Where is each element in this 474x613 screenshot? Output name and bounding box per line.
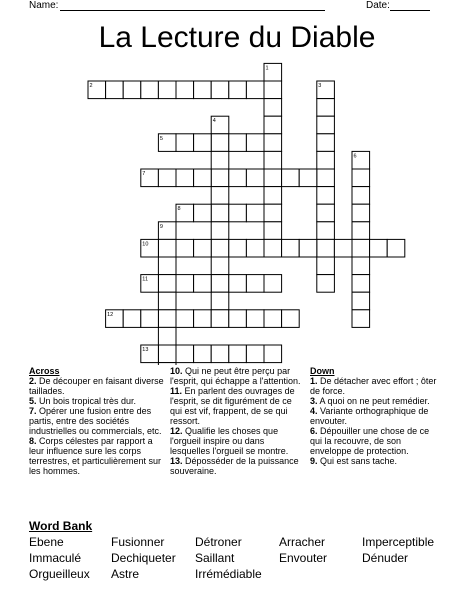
down-clues <box>310 366 443 466</box>
word-bank-item: Dechiqueter <box>111 551 176 565</box>
grid-cell[interactable] <box>176 275 194 293</box>
word-bank-item: Saillant <box>195 551 235 565</box>
word-bank-item: Astre <box>111 567 140 581</box>
grid-cell[interactable] <box>282 169 300 187</box>
word-bank-item: Détroner <box>195 535 242 549</box>
word-bank-item: Irrémédiable <box>195 567 262 581</box>
word-bank-item: Immaculé <box>29 551 82 565</box>
grid-cell[interactable] <box>264 169 282 187</box>
clue <box>29 376 166 396</box>
grid-cell[interactable] <box>317 151 335 169</box>
grid-cell[interactable] <box>211 292 229 310</box>
grid-cell[interactable] <box>352 187 370 205</box>
grid-cell[interactable] <box>264 116 282 134</box>
grid-cell[interactable] <box>229 345 247 363</box>
grid-cell[interactable] <box>246 239 264 257</box>
clue-number: 2. <box>29 376 37 386</box>
grid-cell[interactable] <box>317 275 335 293</box>
clue <box>29 406 166 436</box>
name-label: Name: <box>29 0 59 11</box>
grid-cell[interactable] <box>211 187 229 205</box>
clue-number: 9. <box>310 456 318 466</box>
grid-cell[interactable] <box>194 169 212 187</box>
grid-cell[interactable] <box>158 275 176 293</box>
clue-number: 4. <box>310 406 318 416</box>
grid-cell[interactable] <box>246 134 264 152</box>
clue <box>310 376 443 396</box>
grid-number: 2 <box>89 83 93 89</box>
grid-number: 6 <box>353 153 357 160</box>
grid-cell[interactable] <box>211 257 229 275</box>
clue <box>310 456 443 466</box>
grid-cell[interactable] <box>158 363 176 365</box>
clue-text: Variante orthographique de envouter. <box>310 406 429 426</box>
grid-cell[interactable] <box>317 204 335 222</box>
grid-cell[interactable] <box>317 239 335 257</box>
clue-text: Qui est sans tache. <box>317 456 398 466</box>
grid-cell[interactable] <box>246 204 264 222</box>
date-label: Date: <box>366 0 390 11</box>
grid-number: 10 <box>142 241 149 248</box>
grid-cell[interactable] <box>246 345 264 363</box>
clue-number: 5. <box>29 396 37 406</box>
clue-text: Dépouiller une chose de ce qui la recouvre, de son enveloppe de protection. <box>310 426 430 456</box>
clue-number: 13. <box>170 456 183 466</box>
grid-cell[interactable] <box>229 81 247 99</box>
grid-cell[interactable] <box>229 310 247 328</box>
grid-cell[interactable] <box>352 310 370 328</box>
grid-cell[interactable] <box>229 169 247 187</box>
grid-cell[interactable] <box>317 257 335 275</box>
grid-cell[interactable] <box>158 327 176 345</box>
grid-cell[interactable] <box>194 275 212 293</box>
grid-cell[interactable] <box>123 310 141 328</box>
grid-number: 9 <box>159 223 163 230</box>
grid-number: 5 <box>159 135 163 142</box>
clue-text: Opérer une fusion entre des partis, entre des sociétés industrielles ou commercials, etc. <box>29 406 162 436</box>
grid-cell[interactable] <box>352 292 370 310</box>
across-clues-cont <box>170 366 304 476</box>
grid-cell[interactable] <box>211 134 229 152</box>
grid-cell[interactable] <box>158 81 176 99</box>
clue-number: 6. <box>310 426 318 436</box>
grid-cell[interactable] <box>246 169 264 187</box>
word-bank-item: Orgueilleux <box>29 567 90 581</box>
grid-cell[interactable] <box>317 116 335 134</box>
grid-cell[interactable] <box>317 169 335 187</box>
grid-cell[interactable] <box>317 99 335 117</box>
clue <box>29 436 166 476</box>
grid-cell[interactable] <box>176 169 194 187</box>
clue <box>310 406 443 426</box>
grid-cell[interactable] <box>246 310 264 328</box>
clue-number: 3. <box>310 396 318 406</box>
word-bank-item: Ebene <box>29 535 64 549</box>
grid-cell[interactable] <box>264 81 282 99</box>
grid-cell[interactable] <box>211 204 229 222</box>
grid-cell[interactable] <box>229 204 247 222</box>
grid-cell[interactable] <box>158 345 176 363</box>
grid-cell[interactable] <box>158 239 176 257</box>
clue-number: 7. <box>29 406 37 416</box>
clue-text: De découper en faisant diverse taillades. <box>29 376 164 396</box>
grid-cell[interactable] <box>264 151 282 169</box>
grid-cell[interactable] <box>352 275 370 293</box>
clue <box>310 426 443 456</box>
clue-number: 11. <box>170 386 183 396</box>
grid-cell[interactable] <box>352 204 370 222</box>
clue-text: De détacher avec effort ; ôter de force. <box>310 376 437 396</box>
grid-cell[interactable] <box>211 169 229 187</box>
grid-cell[interactable] <box>176 345 194 363</box>
grid-cell[interactable] <box>176 239 194 257</box>
word-bank-item: Dénuder <box>362 551 409 565</box>
grid-cell[interactable] <box>352 257 370 275</box>
grid-cell[interactable] <box>264 187 282 205</box>
grid-cell[interactable] <box>352 239 370 257</box>
grid-cell[interactable] <box>229 239 247 257</box>
grid-cell[interactable] <box>264 275 282 293</box>
clue-number: 12. <box>170 426 183 436</box>
grid-cell[interactable] <box>194 239 212 257</box>
clue-text: Un bois tropical très dur. <box>36 396 137 406</box>
grid-cell[interactable] <box>106 81 124 99</box>
clue-text: Déposséder de la puissance souveraine. <box>170 456 299 476</box>
grid-number: 12 <box>107 311 114 318</box>
clue-text: Qualifie les choses que l'orgueil inspire ou dans lesquelles l'orgueil se montre. <box>170 426 289 456</box>
grid-number: 11 <box>142 276 149 283</box>
clue-number: 10. <box>170 366 183 376</box>
grid-cell[interactable] <box>264 222 282 240</box>
grid-cell[interactable] <box>317 134 335 152</box>
grid-number: 13 <box>142 347 149 353</box>
grid-cell[interactable] <box>211 310 229 328</box>
clue-text: Corps célestes par rapport a leur influence sure les corps terrestres, et particulièrement sur les hommes. <box>29 436 162 476</box>
word-bank-heading: Word Bank <box>29 519 93 533</box>
grid-cell[interactable] <box>123 81 141 99</box>
clue <box>170 456 304 476</box>
clue <box>170 386 304 426</box>
grid-cell[interactable] <box>317 187 335 205</box>
grid-cell[interactable] <box>194 81 212 99</box>
grid-cell[interactable] <box>158 292 176 310</box>
word-bank-item: Arracher <box>279 535 326 549</box>
grid-number: 7 <box>142 171 146 177</box>
grid-cell[interactable] <box>264 204 282 222</box>
grid-cell[interactable] <box>282 310 300 328</box>
grid-cell[interactable] <box>370 239 388 257</box>
grid-cell[interactable] <box>211 275 229 293</box>
clue-text: En parlent des ouvrages de l'esprit, se dit figurément de ce qui est vif, frappent, de se qui ressort. <box>170 386 295 426</box>
grid-cell[interactable] <box>352 169 370 187</box>
grid-cell[interactable] <box>194 345 212 363</box>
word-bank-item: Envouter <box>279 551 328 565</box>
grid-cell[interactable] <box>282 239 300 257</box>
grid-cell[interactable] <box>352 222 370 240</box>
grid-number: 3 <box>318 83 322 89</box>
grid-cell[interactable] <box>317 222 335 240</box>
grid-cell[interactable] <box>229 134 247 152</box>
grid-cell[interactable] <box>299 169 317 187</box>
across-clues <box>29 366 166 476</box>
grid-cell[interactable] <box>158 169 176 187</box>
clue <box>29 396 166 406</box>
grid-cell[interactable] <box>229 275 247 293</box>
grid-cell[interactable] <box>176 81 194 99</box>
clue-text: Qui ne peut être perçu par l'esprit, qui échappe a l'attention. <box>170 366 301 386</box>
grid-number: 8 <box>177 206 181 213</box>
clue-number: 8. <box>29 436 37 446</box>
down-heading: Down <box>310 366 335 376</box>
word-bank-item: Imperceptible <box>362 535 435 549</box>
grid-cell[interactable] <box>211 239 229 257</box>
grid-cell[interactable] <box>211 81 229 99</box>
grid-cell[interactable] <box>264 239 282 257</box>
word-bank-item: Fusionner <box>111 535 165 549</box>
across-heading: Across <box>29 366 60 376</box>
grid-cell[interactable] <box>246 81 264 99</box>
grid-cell[interactable] <box>194 204 212 222</box>
grid-cell[interactable] <box>158 310 176 328</box>
grid-cell[interactable] <box>194 310 212 328</box>
grid-cell[interactable] <box>264 345 282 363</box>
grid-cell[interactable] <box>194 134 212 152</box>
clue-text: A quoi on ne peut remédier. <box>317 396 430 406</box>
grid-cell[interactable] <box>211 222 229 240</box>
page-title: La Lecture du Diable <box>98 21 376 54</box>
clue <box>170 426 304 456</box>
grid-cell[interactable] <box>264 134 282 152</box>
grid-cell[interactable] <box>211 151 229 169</box>
grid-cell[interactable] <box>141 81 159 99</box>
grid-cell[interactable] <box>264 99 282 117</box>
grid-cell[interactable] <box>387 239 405 257</box>
grid-number: 4 <box>212 118 216 125</box>
grid-cell[interactable] <box>141 310 159 328</box>
grid-cell[interactable] <box>246 275 264 293</box>
grid-cell[interactable] <box>334 239 352 257</box>
grid-cell[interactable] <box>299 239 317 257</box>
grid-number: 1 <box>265 65 269 72</box>
grid-cell[interactable] <box>264 310 282 328</box>
clue-number: 1. <box>310 376 318 386</box>
grid-cell[interactable] <box>158 257 176 275</box>
grid-cell[interactable] <box>176 134 194 152</box>
grid-cell[interactable] <box>211 345 229 363</box>
grid-cell[interactable] <box>176 310 194 328</box>
clue <box>310 396 443 406</box>
clue <box>170 366 304 386</box>
